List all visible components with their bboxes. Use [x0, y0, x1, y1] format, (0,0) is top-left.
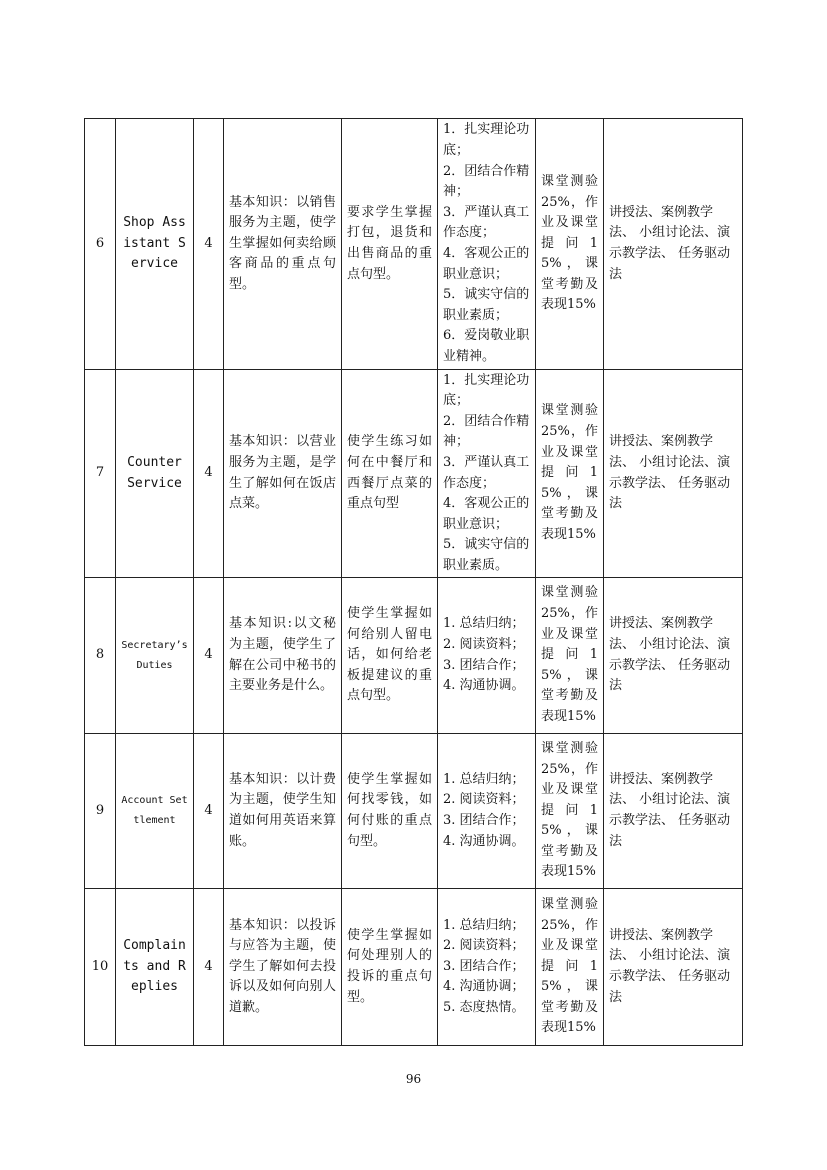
- table-row: [85, 119, 743, 370]
- learning-requirement: 使学生掌握如何处理别人的投诉的重点句型。: [342, 889, 438, 1046]
- quality-goals: [438, 578, 536, 734]
- class-hours: 4: [194, 734, 224, 889]
- unit-topic: Counter Service: [116, 370, 194, 578]
- row-number: 10: [85, 889, 116, 1046]
- goal-item: 1．扎实理论功底；: [443, 372, 530, 409]
- goal-item: 2. 阅读资料；: [443, 938, 525, 954]
- goal-item: 4．客观公正的职业意识；: [443, 246, 530, 282]
- goal-item: 4. 沟通协调。: [443, 833, 525, 849]
- goal-item: 2. 阅读资料；: [443, 636, 525, 652]
- goal-item: 5. 态度热情。: [443, 999, 525, 1015]
- table-row: [85, 578, 743, 734]
- row-number: 7: [85, 370, 116, 578]
- row-number: 6: [85, 119, 116, 370]
- basic-knowledge: 基本知识：以投诉与应答为主题，使学生了解如何去投诉以及如何向别人道歉。: [224, 889, 342, 1046]
- quality-goals: [438, 119, 536, 370]
- teaching-methods: 讲授法、案例教学法、 小组讨论法、演示教学法、 任务驱动法: [604, 370, 743, 578]
- basic-knowledge: 基本知识：以计费为主题，使学生知道如何用英语来算账。: [224, 734, 342, 889]
- assessment: 课堂测验25%，作业及课堂提问15%，课堂考勤及表现15%: [536, 119, 604, 370]
- teaching-methods: 讲授法、案例教学法、 小组讨论法、演示教学法、 任务驱动法: [604, 578, 743, 734]
- row-number: 9: [85, 734, 116, 889]
- goal-item: 5．诚实守信的职业素质；: [443, 287, 530, 323]
- class-hours: 4: [194, 370, 224, 578]
- basic-knowledge: 基本知识：以营业服务为主题，是学生了解如何在饭店点菜。: [224, 370, 342, 578]
- assessment: 课堂测验25%，作业及课堂提问15%，课堂考勤及表现15%: [536, 370, 604, 578]
- table-row: [85, 734, 743, 889]
- unit-topic: Secretary’s Duties: [116, 578, 194, 734]
- table-row: [85, 370, 743, 578]
- learning-requirement: 使学生练习如何在中餐厅和西餐厅点菜的重点句型: [342, 370, 438, 578]
- quality-goals: [438, 889, 536, 1046]
- goal-item: 1. 总结归纳；: [443, 771, 525, 787]
- quality-goals: [438, 370, 536, 578]
- class-hours: 4: [194, 889, 224, 1046]
- teaching-methods: 讲授法、案例教学法、 小组讨论法、演示教学法、 任务驱动法: [604, 119, 743, 370]
- learning-requirement: 使学生掌握如何找零钱，如何付账的重点句型。: [342, 734, 438, 889]
- unit-topic: Complaints and Replies: [116, 889, 194, 1046]
- goal-item: 1. 总结归纳；: [443, 616, 525, 632]
- goal-item: 1. 总结归纳；: [443, 917, 525, 933]
- basic-knowledge: 基本知识:以文秘为主题，使学生了解在公司中秘书的主要业务是什么。: [224, 578, 342, 734]
- goal-item: 1．扎实理论功底；: [443, 122, 530, 159]
- goal-item: 3．严谨认真工作态度；: [443, 454, 530, 491]
- goal-item: 3. 团结合作；: [443, 813, 525, 828]
- learning-requirement: 要求学生掌握打包，退货和出售商品的重点句型。: [342, 119, 438, 370]
- goal-item: 3. 团结合作；: [443, 657, 525, 673]
- curriculum-table: [84, 118, 743, 1046]
- unit-topic: Account Settlement: [116, 734, 194, 889]
- assessment: 课堂测验25%，作业及课堂提问15%，课堂考勤及表现15%: [536, 734, 604, 889]
- goal-item: 5．诚实守信的职业素质。: [443, 537, 530, 573]
- goal-item: 2．团结合作精神；: [443, 163, 530, 200]
- quality-goals: [438, 734, 536, 889]
- row-number: 8: [85, 578, 116, 734]
- goal-item: 4．客观公正的职业意识；: [443, 496, 530, 532]
- assessment: 课堂测验25%，作业及课堂提问15%，课堂考勤及表现15%: [536, 889, 604, 1046]
- goal-item: 2. 阅读资料；: [443, 792, 525, 808]
- class-hours: 4: [194, 119, 224, 370]
- goal-item: 3. 团结合作；: [443, 958, 525, 974]
- class-hours: 4: [194, 578, 224, 734]
- goal-item: 4. 沟通协调。: [443, 678, 525, 694]
- basic-knowledge: 基本知识：以销售服务为主题，使学生掌握如何卖给顾客商品的重点句型。: [224, 119, 342, 370]
- assessment: 课堂测验25%，作业及课堂提问15%，课堂考勤及表现15%: [536, 578, 604, 734]
- unit-topic: Shop Assistant Service: [116, 119, 194, 370]
- goal-item: 6．爱岗敬业职业精神。: [443, 328, 530, 364]
- page-number: 96: [405, 1072, 422, 1086]
- goal-item: 4. 沟通协调；: [443, 979, 525, 995]
- learning-requirement: 使学生掌握如何给别人留电话，如何给老板提建议的重点句型。: [342, 578, 438, 734]
- goal-item: 3．严谨认真工作态度；: [443, 204, 530, 241]
- goal-item: 2．团结合作精神；: [443, 413, 530, 450]
- table-row: [85, 889, 743, 1046]
- teaching-methods: 讲授法、案例教学法、 小组讨论法、演示教学法、 任务驱动法: [604, 734, 743, 889]
- teaching-methods: 讲授法、案例教学法、 小组讨论法、演示教学法、 任务驱动法: [604, 889, 743, 1046]
